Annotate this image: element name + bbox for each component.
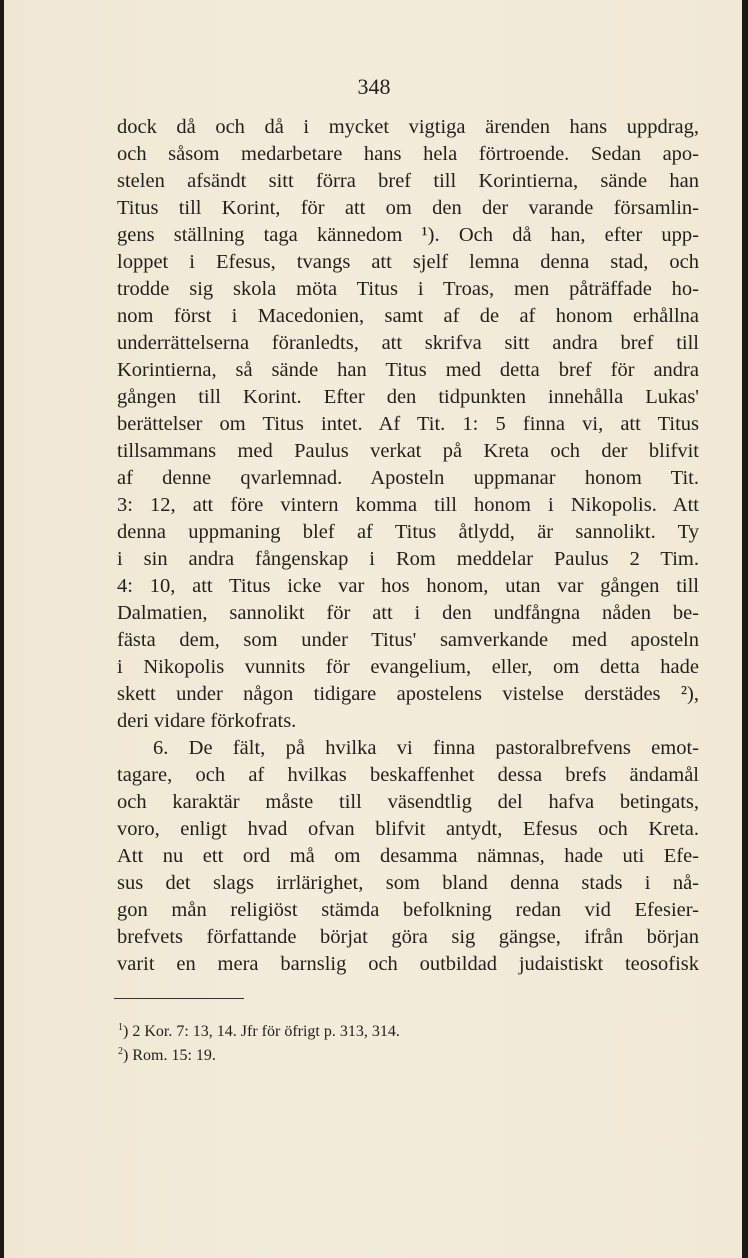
- text-line: och karaktär måste till väsendtlig del hafva betingats,: [117, 791, 699, 813]
- text-line: varit en mera barnslig och outbildad judaistiskt teosofisk: [117, 953, 699, 975]
- text-line: Korintierna, så sände han Titus med detta bref för andra: [117, 359, 699, 381]
- paragraph-start-line: 6. De fält, på hvilka vi finna pastoralbrefvens emot-: [153, 737, 699, 759]
- text-line: Titus till Korint, för att om den der varande församlin-: [117, 197, 699, 219]
- footnote-mark: 2: [118, 1046, 123, 1057]
- text-line: brefvets författande börjat göra sig gängse, ifrån början: [117, 926, 699, 948]
- text-line: gången till Korint. Efter den tidpunkten innehålla Lukas': [117, 386, 699, 408]
- footnote: [118, 1016, 678, 1040]
- text-line: af denne qvarlemnad. Aposteln uppmanar honom Tit.: [117, 467, 699, 489]
- text-line: i sin andra fångenskap i Rom meddelar Paulus 2 Tim.: [117, 548, 699, 570]
- paragraph-end-line: deri vidare förkofrats.: [117, 710, 297, 732]
- footnote: [118, 1040, 678, 1064]
- text-line: nom först i Macedonien, samt af de af honom erhållna: [117, 305, 699, 327]
- text-line: trodde sig skola möta Titus i Troas, men påträffade ho-: [117, 278, 699, 300]
- footnote-text: ) Rom. 15: 19.: [123, 1047, 216, 1064]
- text-line: fästa dem, som under Titus' samverkande med aposteln: [117, 629, 699, 651]
- text-line: 3: 12, att före vintern komma till honom i Nikopolis. Att: [117, 494, 699, 516]
- text-line: gon mån religiöst stämda befolkning redan vid Efesier-: [117, 899, 699, 921]
- text-line: Dalmatien, sannolikt för att i den undfångna nåden be-: [117, 602, 699, 624]
- footnote-text: ) 2 Kor. 7: 13, 14. Jfr för öfrigt p. 313, 314.: [123, 1023, 400, 1040]
- text-line: 4: 10, att Titus icke var hos honom, utan var gången till: [117, 575, 699, 597]
- text-line: voro, enligt hvad ofvan blifvit antydt, Efesus och Kreta.: [117, 818, 699, 840]
- text-line: tillsammans med Paulus verkat på Kreta och der blifvit: [117, 440, 699, 462]
- text-line: dock då och då i mycket vigtiga ärenden hans uppdrag,: [117, 116, 699, 138]
- text-line: berättelser om Titus intet. Af Tit. 1: 5 finna vi, att Titus: [117, 413, 699, 435]
- text-line: gens ställning taga kännedom ¹). Och då han, efter upp-: [117, 224, 699, 246]
- left-page-edge: [0, 0, 4, 1258]
- text-line: skett under någon tidigare apostelens vistelse derstädes ²),: [117, 683, 699, 705]
- text-line: Att nu ett ord må om desamma nämnas, hade uti Efe-: [117, 845, 699, 867]
- text-line: tagare, och af hvilkas beskaffenhet dessa brefs ändamål: [117, 764, 699, 786]
- text-line: stelen afsändt sitt förra bref till Korintierna, sände han: [117, 170, 699, 192]
- text-line: sus det slags irrlärighet, som bland denna stads i nå-: [117, 872, 699, 894]
- text-line: underrättelserna föranledts, att skrifva sitt andra bref till: [117, 332, 699, 354]
- footnote-rule: [114, 998, 244, 999]
- right-page-edge: [742, 0, 748, 1258]
- footnote-mark: 1: [118, 1022, 123, 1033]
- text-line: denna uppmaning blef af Titus åtlydd, är sannolikt. Ty: [117, 521, 699, 543]
- body-text: [117, 114, 699, 978]
- text-line: loppet i Efesus, tvangs att sjelf lemna denna stad, och: [117, 251, 699, 273]
- text-line: och såsom medarbetare hans hela förtroende. Sedan apo-: [117, 143, 699, 165]
- page-number: 348: [357, 74, 391, 99]
- footnotes: [118, 1016, 678, 1064]
- text-line: i Nikopolis vunnits för evangelium, eller, om detta hade: [117, 656, 699, 678]
